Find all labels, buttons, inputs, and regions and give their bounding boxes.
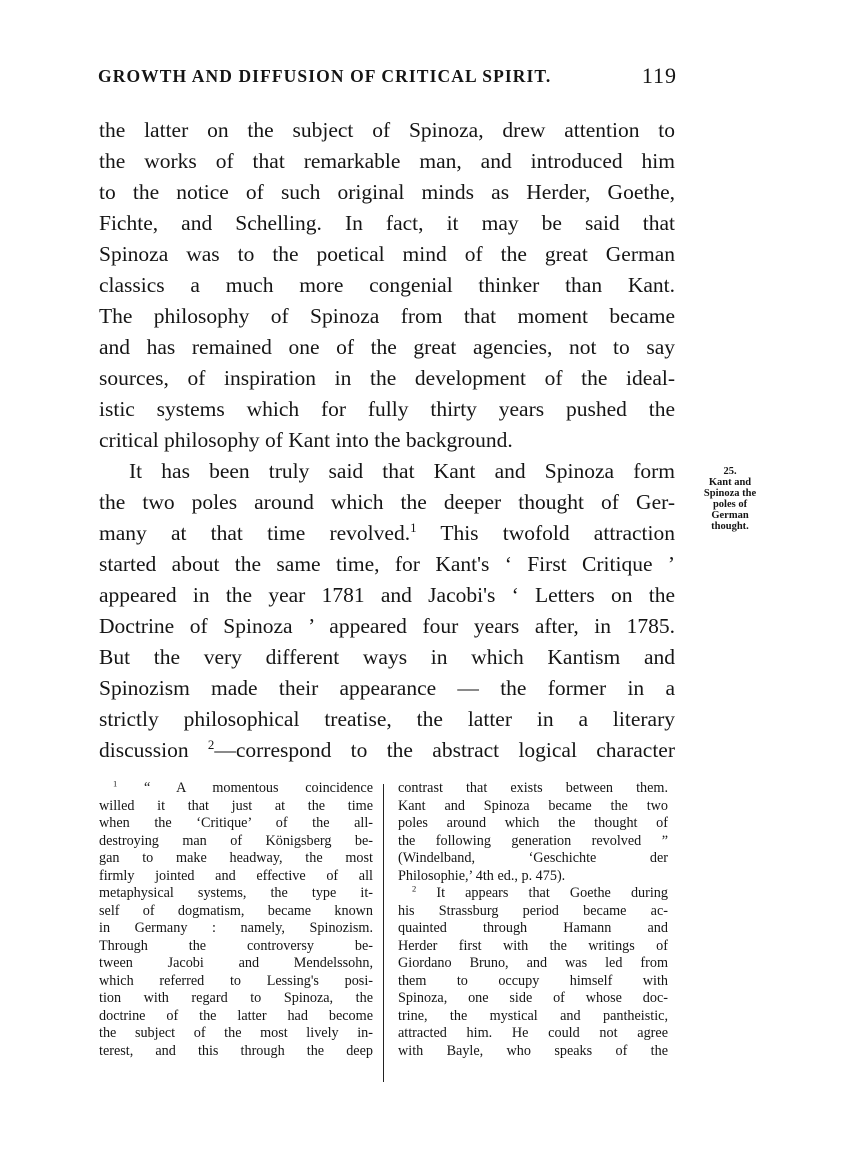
margin-note-line: Spinoza the bbox=[703, 488, 757, 499]
footnote-line: them to occupy himself with bbox=[398, 972, 668, 989]
footnote-line: in Germany : namely, Spinozism. bbox=[99, 920, 373, 936]
text-line: critical philosophy of Kant into the background. bbox=[99, 428, 513, 452]
footnote-line: metaphysical systems, the type it- bbox=[99, 885, 373, 901]
footnote-ref: 1 bbox=[410, 520, 417, 535]
footnote-line: the following generation revolved ” bbox=[398, 832, 668, 849]
text-fragment: This twofold attraction bbox=[440, 521, 675, 545]
footnote-ref: 2 bbox=[207, 737, 215, 752]
footnote-line bbox=[99, 780, 373, 798]
text-line: Spinozism made their appearance — the former in a bbox=[99, 676, 675, 700]
margin-note-number: 25. bbox=[723, 466, 737, 477]
footnote-marker: 2 bbox=[412, 883, 417, 894]
text-line bbox=[99, 735, 675, 766]
footnote-line: the subject of the most lively in- bbox=[99, 1025, 373, 1041]
footnote-line: trine, the mystical and pantheistic, bbox=[398, 1007, 668, 1024]
footnote-line: Philosophie,’ 4th ed., p. 475). bbox=[398, 867, 566, 884]
text-line: the latter on the subject of Spinoza, drew attention to bbox=[99, 118, 675, 142]
footnote-line: with Bayle, who speaks of the bbox=[398, 1042, 668, 1059]
footnote-line: (Windelband, ‘Geschichte der bbox=[398, 850, 668, 866]
text-line bbox=[99, 518, 675, 549]
text-line: appeared in the year 1781 and Jacobi's ‘ Letters on the bbox=[99, 583, 675, 607]
footnote-line: Kant and Spinoza became the two bbox=[398, 797, 668, 814]
footnote-line: which referred to Lessing's posi- bbox=[99, 972, 373, 989]
text-line: Spinoza was to the poetical mind of the great German bbox=[99, 242, 675, 266]
text-line: The philosophy of Spinoza from that moment became bbox=[99, 304, 675, 328]
footnote-line: firmly jointed and effective of all bbox=[99, 867, 373, 884]
page-header bbox=[98, 63, 677, 96]
text-line: classics a much more congenial thinker than Kant. bbox=[99, 273, 675, 297]
text-line: the two poles around which the deeper thought of Ger- bbox=[99, 490, 675, 514]
main-text bbox=[99, 115, 675, 766]
footnote-line: tion with regard to Spinoza, the bbox=[99, 990, 373, 1006]
text-fragment: many at that time revolved. bbox=[99, 521, 411, 545]
text-line: But the very different ways in which Kantism and bbox=[99, 645, 675, 669]
footnote-column-left bbox=[99, 780, 373, 1060]
footnote-line: Herder first with the writings of bbox=[398, 937, 668, 954]
footnote-line: his Strassburg period became ac- bbox=[398, 902, 668, 919]
footnote-column-right bbox=[398, 780, 668, 1060]
text-fragment: —correspond to the abstract logical character bbox=[214, 738, 676, 762]
footnote-line: Spinoza, one side of whose doc- bbox=[398, 990, 668, 1006]
text-line: strictly philosophical treatise, the latter in a literary bbox=[99, 707, 675, 731]
footnote-line: quainted through Hamann and bbox=[398, 920, 668, 936]
page-number: 119 bbox=[641, 63, 677, 88]
footnotes bbox=[99, 780, 679, 1090]
footnote-line: willed it that just at the time bbox=[99, 797, 373, 814]
text-fragment: “ A momentous coincidence bbox=[143, 780, 373, 796]
footnote-marker: 1 bbox=[113, 778, 118, 789]
text-line: the works of that remarkable man, and introduced him bbox=[99, 149, 675, 173]
footnote-column-divider bbox=[383, 784, 384, 1082]
footnote-line: when the ‘Critique’ of the all- bbox=[99, 815, 373, 831]
text-line: istic systems which for fully thirty years pushed the bbox=[99, 397, 675, 421]
footnote-line: attracted him. He could not agree bbox=[398, 1025, 668, 1041]
footnote-line: poles around which the thought of bbox=[398, 815, 668, 831]
margin-note-line: thought. bbox=[711, 521, 749, 532]
footnote-line: Giordano Bruno, and was led from bbox=[398, 955, 668, 971]
footnote-line: doctrine of the latter had become bbox=[99, 1007, 373, 1024]
text-line: Doctrine of Spinoza ’ appeared four years after, in 1785. bbox=[99, 614, 675, 638]
footnote-line: gan to make headway, the most bbox=[99, 850, 373, 866]
margin-note-line: poles of bbox=[712, 499, 748, 510]
paragraph-start-line: It has been truly said that Kant and Spinoza form bbox=[129, 459, 675, 483]
margin-note bbox=[700, 466, 760, 532]
footnote-line: contrast that exists between them. bbox=[398, 780, 668, 796]
text-fragment: discussion bbox=[99, 738, 189, 762]
margin-note-line: Kant and bbox=[708, 477, 752, 488]
text-line: sources, of inspiration in the development of the ideal- bbox=[99, 366, 675, 390]
footnote-line: self of dogmatism, became known bbox=[99, 902, 373, 919]
text-line: and has remained one of the great agencies, not to say bbox=[99, 335, 675, 359]
text-line: to the notice of such original minds as Herder, Goethe, bbox=[99, 180, 675, 204]
text-line: started about the same time, for Kant's ‘ First Critique ’ bbox=[99, 552, 675, 576]
text-line: Fichte, and Schelling. In fact, it may be said that bbox=[99, 211, 675, 235]
footnote-line: destroying man of Königsberg be- bbox=[99, 832, 373, 849]
footnote-line: terest, and this through the deep bbox=[99, 1042, 373, 1059]
footnote-line: tween Jacobi and Mendelssohn, bbox=[99, 955, 373, 971]
footnote-line: Through the controversy be- bbox=[99, 937, 373, 954]
footnote-line bbox=[398, 885, 668, 903]
running-title: GROWTH AND DIFFUSION OF CRITICAL SPIRIT. bbox=[98, 66, 552, 86]
text-fragment: It appears that Goethe during bbox=[436, 885, 668, 901]
margin-note-line: German bbox=[711, 510, 749, 521]
